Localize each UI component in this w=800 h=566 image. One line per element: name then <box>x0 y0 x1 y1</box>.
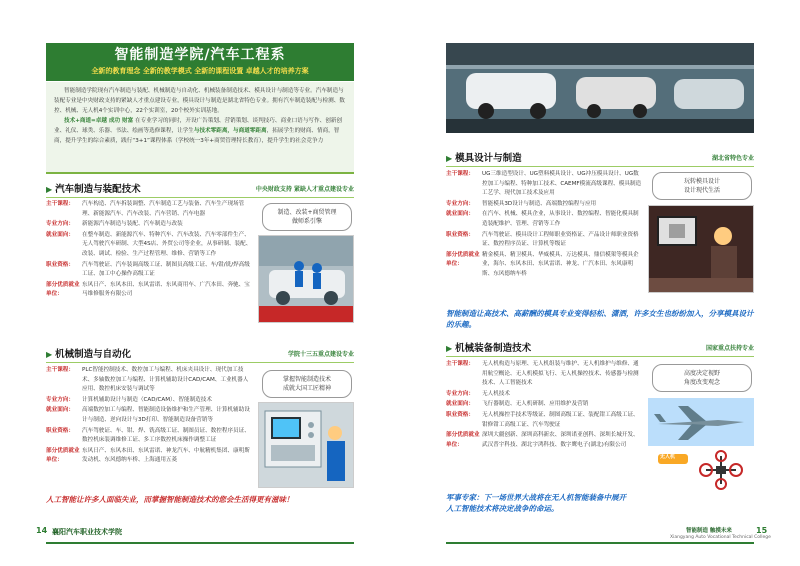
right-page <box>400 0 800 566</box>
slogan-left: 人工智能让许多人面临失业，而掌握智能制造技术的您会生活得更有滋味！ <box>46 495 294 504</box>
page-number: 14 <box>36 526 48 535</box>
section-divider <box>446 356 754 357</box>
speech-bubble: 掌握智能制造技术 成就大国工匠精神 <box>262 370 352 398</box>
section-divider <box>446 166 754 167</box>
section-divider <box>46 362 354 363</box>
quadcopter-illustration <box>656 450 754 490</box>
detail-row: 主干课程： 汽车构造、汽车拆装调整、汽车制造工艺与装备、汽车生产现场管理、新能源汽车、汽车改装、汽车营销、汽车电器 <box>46 201 245 217</box>
detail-row: 主干课程： 无人机构造与原理、无人机组装与维护、无人机维护与维修、通用航空概论、无人机模拟飞行、无人机操控技术、传感器与检测技术、人工智能技术 <box>446 361 639 387</box>
section-tag-equip: 国家重点扶持专业 <box>705 345 754 352</box>
detail-row: 就业面向： 高端数控加工与编程、智能制造设备维护和生产管理、计算机辅助设计与制造、逆向设计与3D打印、智能制造设备营销等 <box>46 407 250 423</box>
assembly-line-photo <box>446 43 754 133</box>
section-details-mold <box>446 170 644 281</box>
section-details-equip <box>446 360 644 451</box>
page-title: 智能制造学院/汽车工程系 <box>114 47 286 63</box>
detail-row: 部分优质就业单位： 东风日产、东风本田、东风雷诺、东风商用车、广汽本田、奔驰、宝马维修服务有限公司 <box>46 281 250 298</box>
detail-row: 部分优质就业单位： 精金模具、精卫模具、华威模具、万达模具、鼎信模架等模具企业，海尔、东风本田、东风雷诺、神龙、广汽本田、东风康明斯、东风德纳车桥 <box>446 251 639 277</box>
section-title-auto <box>46 183 196 197</box>
intro-highlight: 技术+商道=卓越 成功 财富 <box>64 118 134 124</box>
section-title-text: 模具设计与制造 <box>455 153 522 164</box>
detail-row: 主干课程： PLC智能控制技术、数控加工与编程、机床夹具设计、现代加工技术、多轴数控加工与编程、计算机辅助设计CAD/CAM、工业机器人应用、数控机床安装与调试等 <box>46 367 249 393</box>
intro-text-1: 智能制造学院现有汽车制造与装配、机械制造与自动化、机械装备制造技术、模具设计与制造等专业。汽车制造与装配专业是中央财政支持的紧缺人才重点建设专业，模具设计与制造是湖北省特色专业。拥有汽车制造装配与检测、数控、机械、无人机4个实训中心，22个实训室，20个校外实训基地。 <box>54 88 345 114</box>
detail-row: 就业面向： 飞行器制造、无人机研制、应用维护及营销 <box>446 401 589 408</box>
speech-bubble: 高度决定视野 角度改变观念 <box>652 364 752 392</box>
section-title-mech <box>46 348 196 362</box>
footer-subtitle: Xiangyang Auto Vocational Technical College <box>670 535 771 540</box>
detail-row: 专业方向： 智能模具3D设计与制造、高端数控编程与应用 <box>446 200 597 207</box>
detail-row: 部分优质就业单位： 深圳大疆创新、深圳高科新农、深圳诺亚创科、深圳长城开发、武汉普宇科技、湖北宇鸿科技、数字鹰电子(湖北)有限公司 <box>446 432 639 448</box>
page-number: 15 <box>756 526 768 535</box>
triangle-icon: ▶ <box>446 344 453 353</box>
detail-row: 职业资格： 无人机操控手技术等级证、制图高级工证、装配钳工高级工证、钳修钳工高级工证、汽车驾驶证 <box>446 411 639 428</box>
footer-bar <box>46 542 354 544</box>
detail-row: 专业方向： 计算机辅助设计与制造（CAD/CAM）、智能制造技术 <box>46 396 212 403</box>
cnc-photo <box>258 402 354 488</box>
header-band <box>46 43 354 81</box>
section-details-mech <box>46 366 252 467</box>
intro-text-3: ，拓展学生的财商、情商，智商，提升学生的综合素质，践行“3+1”课程体系（学校统一3年+商贸管理特长教育），提升学生的社会竞争力 <box>54 128 340 144</box>
intro-text-2: 在专业学习的同时，开设广告策划、营销策划、谈判技巧、商业口语与写作、创新创业、礼仪、球类、乐器、书法、绘画等选修课程，让学生 <box>54 118 342 134</box>
section-title-mold <box>446 152 596 166</box>
section-tag-auto: 中央财政支持 紧缺人才重点建设专业 <box>255 186 354 193</box>
slogan-mold: 智能制造让高技术、高薪酬的模具专业变得轻松、潇洒，许多女生也纷纷加入，分享模具设计的乐趣。 <box>446 309 754 329</box>
detail-row: 职业资格： 汽车驾驶证、汽车装调高级工证、制图员高级工证、车/钳/铣/焊高级工证、加工中心操作高级工证 <box>46 261 250 278</box>
footer-bar <box>446 542 754 544</box>
workshop-photo <box>258 235 354 323</box>
section-title-equip <box>446 342 596 356</box>
plane-label: 无人机 <box>660 454 676 460</box>
section-title-text: 机械制造与自动化 <box>55 349 132 360</box>
intro-box <box>46 82 354 174</box>
detail-row: 专业方向： 无人机技术 <box>446 390 510 397</box>
section-tag-mech: 学院十三五重点建设专业 <box>287 351 354 358</box>
triangle-icon: ▶ <box>46 185 53 194</box>
section-title-text: 机械装备制造技术 <box>455 343 532 354</box>
detail-row: 职业资格： 汽车驾驶证、模具设计工程师职业资格证、产品设计师职业资格证、数控程序员证、计算机等级证 <box>446 231 639 248</box>
drone-plane-photo <box>648 398 754 446</box>
triangle-icon: ▶ <box>46 350 53 359</box>
triangle-icon: ▶ <box>446 154 453 163</box>
school-name: 襄阳汽车职业技术学院 <box>52 528 122 536</box>
section-details-auto <box>46 200 252 301</box>
detail-row: 职业资格： 汽车驾驶证、车、钳、焊、铣高级工证、制图员证、数控程序员证、数控机床装调维修工证、多工序数控机床操作调整工证 <box>46 427 250 444</box>
designer-photo <box>648 205 754 293</box>
detail-row: 就业面向： 在整车制造、新能源汽车、特种汽车、汽车改装、汽车零部件生产、无人驾驶汽车研制、大型4S店、外贸公司等企业，从事研制、装配、改装、调试、检验、生产过程管理、维修、营销等工作 <box>46 231 252 257</box>
detail-row: 主干课程： UG三维造型设计、UG塑料模具设计、UG冲压模具设计、UG数控加工与编程、特种加工技术、CAEMF模流高级课程、模具制造工艺学、现代加工技术及应用 <box>446 171 642 197</box>
detail-row: 部分优质就业单位： 东风日产、东风本田、东风雷诺、神龙汽车、中航精机集团、康明斯发动机、东风德纳车桥、上海通用五菱 <box>46 447 250 464</box>
footer-title: 智能制造 触摸未来 <box>686 528 732 534</box>
section-divider <box>46 197 354 198</box>
speech-bubble: 制造、改装+商贸管理 做师系引擎 <box>262 203 352 231</box>
page-subtitle: 全新的教育理念 全新的教学模式 全新的课程设置 卓越人才的培养方案 <box>91 67 309 75</box>
detail-row: 就业面向： 在汽车、机械、模具企业，从事设计、数控编程、智能化模具制造装配维护、管理、营销等工作 <box>446 211 639 227</box>
intro-highlight-2: 与技术零距离，与商道零距离 <box>193 128 267 134</box>
detail-row: 专业方向： 新能源汽车制造与装配、汽车制造与改装 <box>46 221 183 228</box>
slogan-equip: 军事专家：下一场世界大战将在无人机智能装备中展开 人工智能技术将决定战争的命运。 <box>446 493 626 513</box>
section-tag-mold: 湖北省特色专业 <box>711 155 754 162</box>
speech-bubble: 玩转模具设计 设计现代生活 <box>652 172 752 200</box>
section-title-text: 汽车制造与装配技术 <box>55 184 141 195</box>
